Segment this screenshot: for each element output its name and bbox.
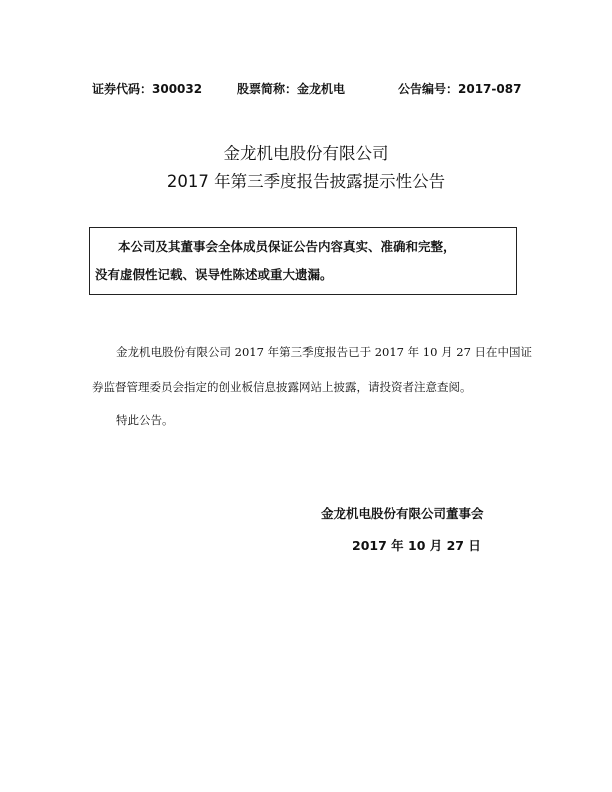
notice-box — [89, 227, 517, 295]
notice-line-2: 没有虚假性记载、误导性陈述或重大遗漏。 — [95, 267, 333, 282]
closing-remark: 特此公告。 — [116, 413, 174, 427]
announcement-title: 2017 年第三季度报告披露提示性公告 — [166, 172, 446, 191]
announcement-number: 公告编号：2017-087 — [398, 82, 522, 96]
body-paragraph-line-1: 金龙机电股份有限公司 2017 年第三季度报告已于 2017 年 10 月 27 日在中国证 — [116, 345, 533, 359]
company-title: 金龙机电股份有限公司 — [223, 144, 389, 163]
signature-board: 金龙机电股份有限公司董事会 — [321, 506, 484, 521]
signature-date: 2017 年 10 月 27 日 — [352, 538, 481, 553]
stock-code: 证券代码：300032 — [92, 82, 203, 96]
stock-name: 股票简称：金龙机电 — [237, 82, 346, 96]
body-paragraph-line-2: 券监督管理委员会指定的创业板信息披露网站上披露，请投资者注意查阅。 — [92, 380, 472, 394]
document-header — [92, 80, 532, 98]
notice-line-1: 本公司及其董事会全体成员保证公告内容真实、准确和完整， — [118, 239, 456, 254]
